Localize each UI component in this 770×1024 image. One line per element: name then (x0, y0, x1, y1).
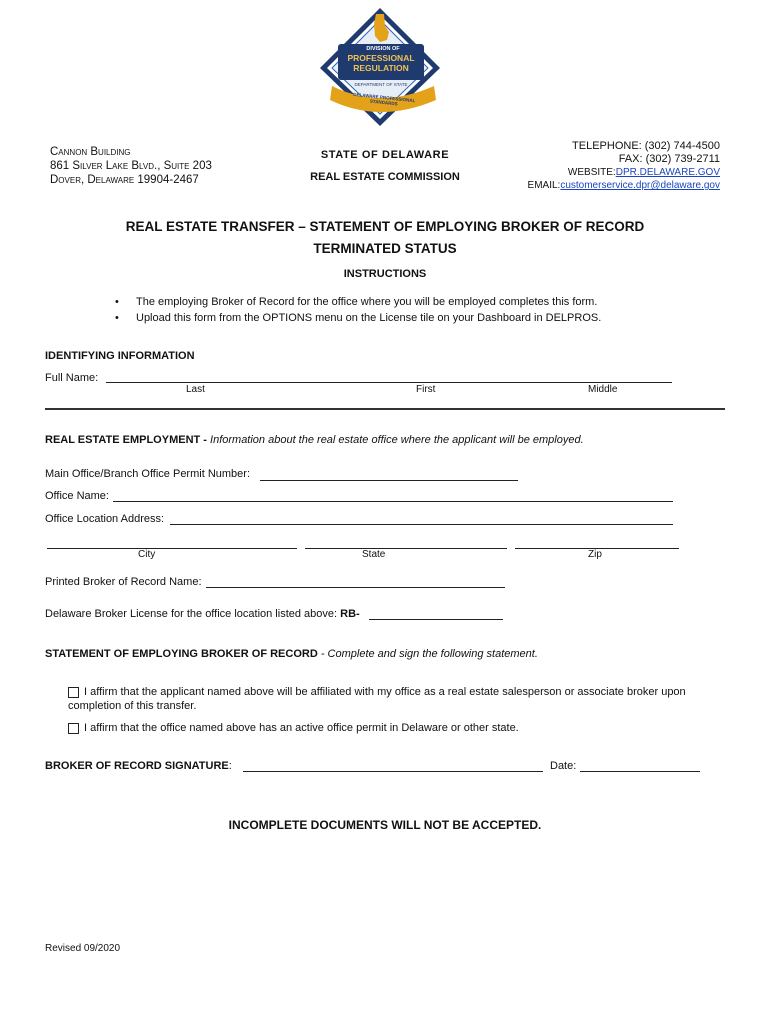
logo-ribbon: DELAWARE PROFESSIONAL STANDARDS (353, 91, 416, 107)
office-location-label: Office Location Address: (45, 513, 165, 525)
broker-name-label: Printed Broker of Record Name: (45, 576, 202, 588)
middle-label: Middle (588, 384, 618, 395)
office-name-label: Office Name: (45, 490, 109, 502)
state-field[interactable] (305, 548, 507, 549)
affirm-permit-checkbox[interactable] (68, 723, 79, 734)
instruction-bullet-1: • (115, 296, 119, 308)
signature-label: BROKER OF RECORD SIGNATURE (45, 760, 229, 772)
incomplete-warning: INCOMPLETE DOCUMENTS WILL NOT BE ACCEPTED. (228, 818, 542, 832)
license-prefix: RB- (340, 608, 360, 620)
statement-heading: STATEMENT OF EMPLOYING BROKER OF RECORD (45, 648, 318, 660)
office-name-field[interactable] (113, 501, 673, 502)
license-label: Delaware Broker License for the office location listed above: (45, 608, 338, 620)
website-link[interactable]: DPR.DELAWARE.GOV (615, 167, 720, 178)
telephone: TELEPHONE: (302) 744-4500 (572, 140, 720, 152)
state-label: State (362, 549, 386, 560)
employment-subtitle: Information about the real estate office where the applicant will be employed. (210, 434, 584, 446)
instruction-bullet-2: • (115, 312, 119, 324)
revised-date: Revised 09/2020 (45, 943, 121, 954)
email-link[interactable]: customerservice.dpr@delaware.gov (560, 180, 720, 191)
logo-line4: DEPARTMENT OF STATE (354, 82, 408, 87)
logo-line1: DIVISION OF (366, 46, 400, 52)
last-label: Last (186, 384, 205, 395)
date-label: Date: (550, 760, 577, 772)
signature-row (45, 760, 232, 772)
email-label: EMAIL: (527, 180, 561, 191)
website-row (568, 167, 720, 178)
signature-colon: : (228, 760, 232, 772)
affirm-permit-text: I affirm that the office named above has an active office permit in Delaware or other state. (84, 722, 519, 734)
broker-name-field[interactable] (206, 587, 505, 588)
email-row (528, 180, 720, 191)
affirm-affiliation-text-1: I affirm that the applicant named above will be affiliated with my office as a real estate salesperson or associate broker upon (84, 686, 686, 698)
permit-label: Main Office/Branch Office Permit Number: (45, 468, 250, 480)
dpr-logo (318, 6, 448, 128)
city-field[interactable] (47, 548, 297, 549)
commission-title: REAL ESTATE COMMISSION (310, 171, 460, 183)
logo-line3: REGULATION (353, 63, 409, 73)
form-title-line1: REAL ESTATE TRANSFER – STATEMENT OF EMPLOYING BROKER OF RECORD (125, 219, 645, 234)
form-title-line2: TERMINATED STATUS (313, 241, 457, 256)
instructions-heading: INSTRUCTIONS (343, 268, 427, 280)
employment-heading-row (45, 434, 584, 446)
first-label: First (416, 384, 436, 395)
license-row (45, 608, 360, 620)
website-label: WEBSITE: (567, 167, 616, 178)
state-title: STATE OF DELAWARE (320, 149, 450, 161)
instruction-item-2: Upload this form from the OPTIONS menu on the License tile on your Dashboard in DELPROS. (136, 312, 602, 324)
permit-number-field[interactable] (260, 480, 518, 481)
instruction-item-1: The employing Broker of Record for the office where you will be employed completes this form. (136, 296, 598, 308)
address-line-2: 861 Silver Lake Blvd., Suite 203 (50, 160, 212, 172)
fax: FAX: (302) 739-2711 (618, 153, 720, 165)
statement-heading-row (45, 648, 538, 660)
zip-label: Zip (588, 549, 602, 560)
broker-license-field[interactable] (369, 619, 503, 620)
identifying-heading: IDENTIFYING INFORMATION (45, 350, 195, 362)
city-label: City (138, 549, 156, 560)
office-location-field[interactable] (170, 524, 673, 525)
address-line-1: Cannon Building (50, 146, 131, 158)
signature-field[interactable] (243, 771, 543, 772)
section-divider (45, 408, 725, 410)
address-line-3: Dover, Delaware 19904-2467 (50, 174, 199, 186)
affirm-affiliation-text-2: completion of this transfer. (68, 700, 197, 712)
date-field[interactable] (580, 771, 700, 772)
statement-subtitle: - Complete and sign the following statement. (320, 648, 538, 660)
full-name-label: Full Name: (45, 372, 99, 384)
logo-line2: PROFESSIONAL (347, 53, 415, 63)
affirm-affiliation-checkbox[interactable] (68, 687, 79, 698)
employment-heading: REAL ESTATE EMPLOYMENT - (45, 434, 207, 446)
full-name-field[interactable] (106, 382, 672, 383)
